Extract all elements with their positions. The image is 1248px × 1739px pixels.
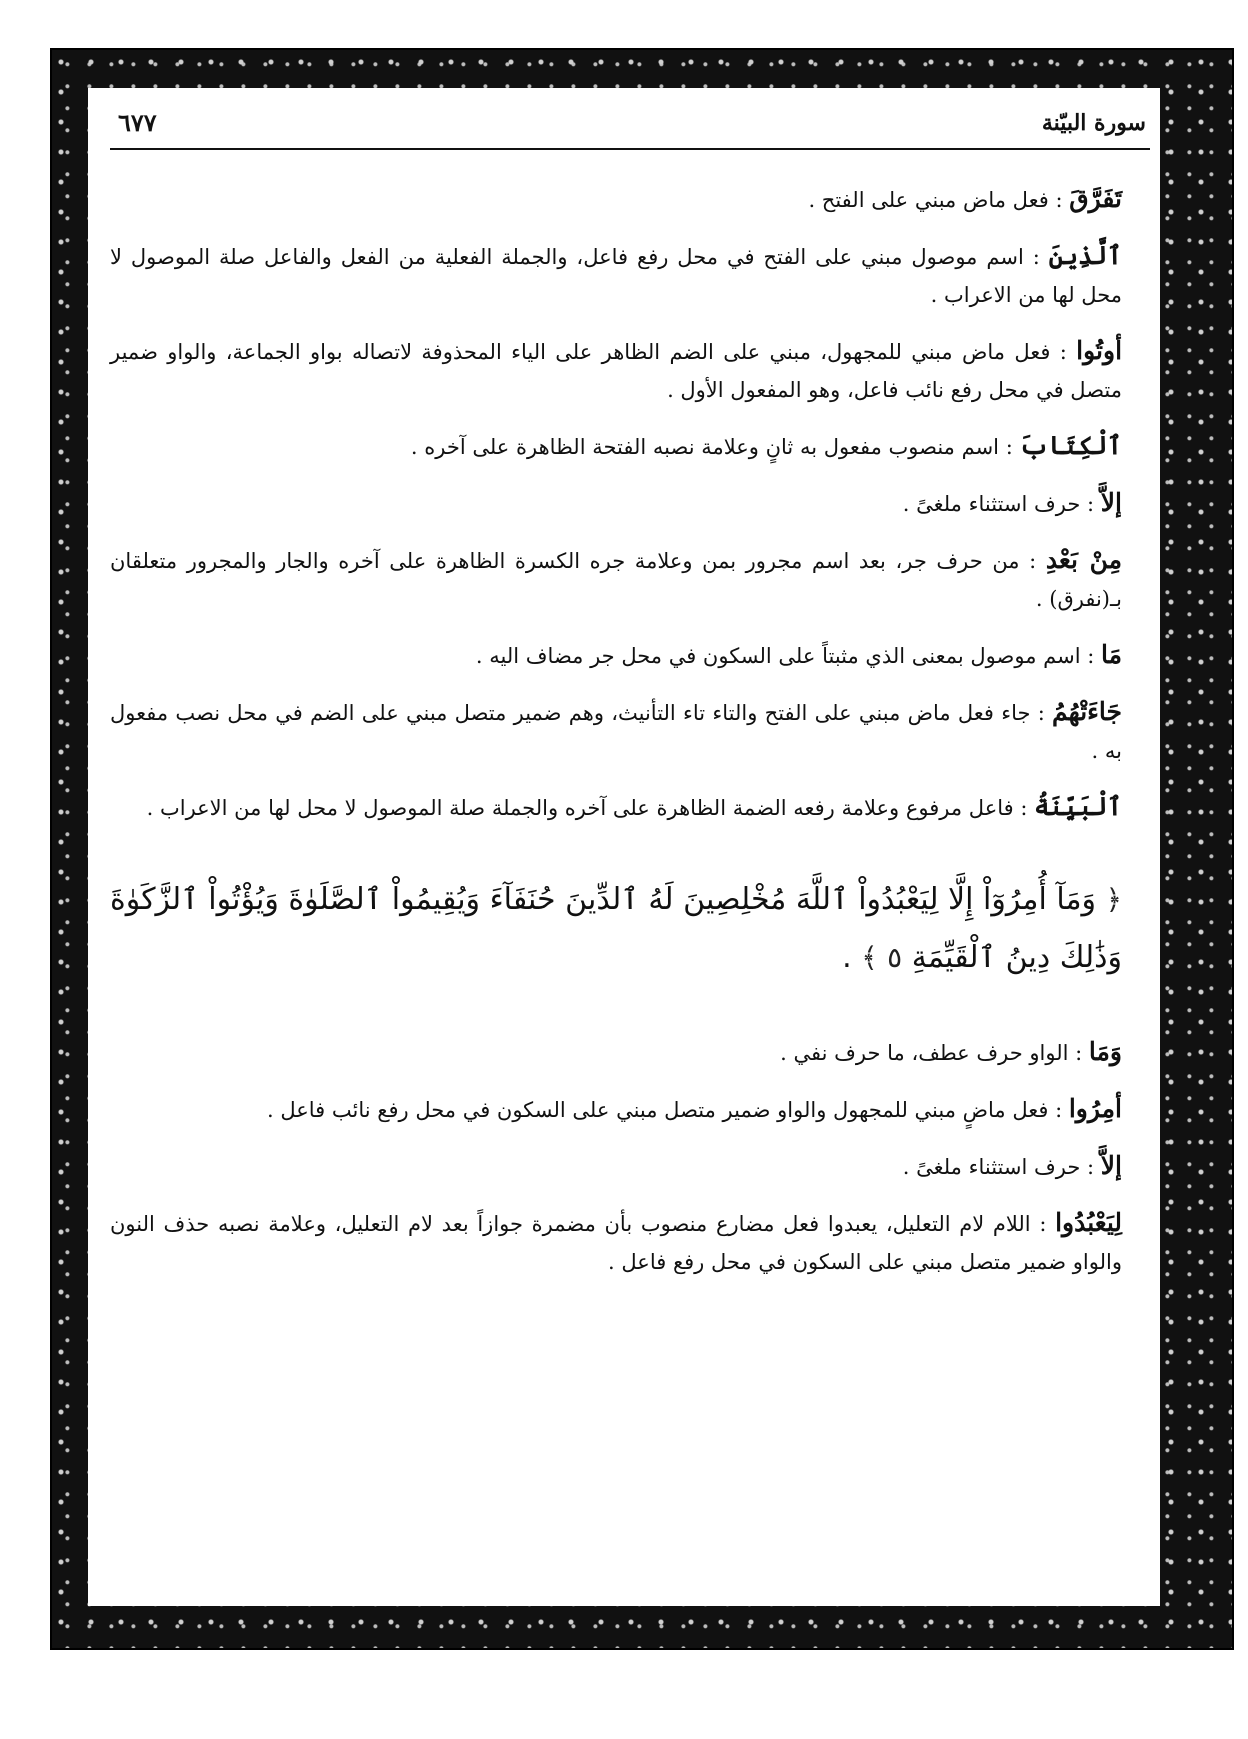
entry-text: فعل ماضٍ مبني للمجهول والواو ضمير متصل مبني على السكون في محل رفع نائب فاعل . xyxy=(267,1098,1049,1122)
verse-text: وَمَآ أُمِرُوٓاْ إِلَّا لِيَعْبُدُواْ ٱللَّهَ مُخْلِصِينَ لَهُ ٱلدِّينَ حُنَفَآءَ وَيُقِيمُواْ ٱلصَّلَوٰةَ وَيُؤْتُواْ ٱلزَّكَوٰةَ وَذَٰلِكَ دِينُ ٱلْقَيِّمَةِ xyxy=(110,882,1122,975)
entry-illa-2: إلاَّ : حرف استثناء ملغىً . xyxy=(902,1151,1122,1180)
verse-open-bracket: ﴿ xyxy=(1105,883,1122,916)
entry-albayyina: ٱلْبَيِّنَةُ : فاعل مرفوع وعلامة رفعه الضمة الظاهرة على آخره والجملة صلة الموصول لا محل لها من الاعراب . xyxy=(146,792,1122,821)
ayah-number: ٥ xyxy=(887,941,903,974)
verse-end-mark: . xyxy=(842,940,852,975)
entry-liyabudu: لِيَعْبُدُوا : اللام لام التعليل، يعبدوا فعل مضارع منصوب بأن مضمرة جوازاً بعد لام التعليل، وعلامة نصبه حذف النون والواو ضمير متصل مبني على السكون في محل رفع فاعل . xyxy=(110,1208,1122,1274)
entry-term: إلاَّ xyxy=(1100,1151,1122,1180)
entry-term: ٱلْكِتَابَ xyxy=(1019,431,1122,460)
entry-min-badi: مِنْ بَعْدِ : من حرف جر، بعد اسم مجرور بمن وعلامة جره الكسرة الظاهرة على آخره والجار والمجرور متعلقان بـ(نفرق) . xyxy=(110,545,1122,611)
surah-title: سورة البيّنة xyxy=(1041,110,1146,136)
entry-term: ٱلَّذِينَ xyxy=(1048,241,1122,270)
entry-text: فعل ماض مبني على الفتح . xyxy=(808,188,1049,212)
entry-term: وَمَا xyxy=(1088,1037,1122,1066)
entry-term: أوتُوا xyxy=(1076,336,1123,365)
entry-text: من حرف جر، بعد اسم مجرور بمن وعلامة جره الكسرة الظاهرة على آخره والجار والمجرور متعلقان بـ(نفرق) . xyxy=(110,549,1122,611)
entry-term: تَفَرَّقَ xyxy=(1069,184,1122,213)
entry-text: اسم منصوب مفعول به ثانٍ وعلامة نصبه الفتحة الظاهرة على آخره . xyxy=(410,435,1000,459)
entry-text: اسم موصول مبني على الفتح في محل رفع فاعل، والجملة الفعلية من الفعل والفاعل صلة الموصول لا محل لها من الاعراب . xyxy=(110,245,1122,307)
entry-jaathum: جَاءَتْهُمُ : جاء فعل ماض مبني على الفتح والتاء تاء التأنيث، وهم ضمير متصل مبني على الضم في محل نصب مفعول به . xyxy=(110,697,1122,763)
entry-illa: إلاَّ : حرف استثناء ملغىً . xyxy=(902,488,1122,517)
entry-term: لِيَعْبُدُوا xyxy=(1055,1208,1122,1237)
entry-tafarraqa: تَفَرَّقَ : فعل ماض مبني على الفتح . xyxy=(808,184,1122,213)
entry-text: حرف استثناء ملغىً . xyxy=(902,1155,1081,1179)
entry-text: حرف استثناء ملغىً . xyxy=(902,492,1081,516)
entry-term: إلاَّ xyxy=(1100,488,1122,517)
verse-close-bracket: ﴾ xyxy=(861,941,878,974)
entry-umiru: أمِرُوا : فعل ماضٍ مبني للمجهول والواو ضمير متصل مبني على السكون في محل رفع نائب فاعل . xyxy=(267,1094,1122,1123)
entry-text: الواو حرف عطف، ما حرف نفي . xyxy=(780,1041,1069,1065)
entry-text: اسم موصول بمعنى الذي مثبتاً على السكون في محل جر مضاف اليه . xyxy=(475,644,1081,668)
entry-text: اللام لام التعليل، يعبدوا فعل مضارع منصوب بأن مضمرة جوازاً بعد لام التعليل، وعلامة نصبه حذف النون والواو ضمير متصل مبني على السكون في محل رفع فاعل . xyxy=(110,1212,1122,1274)
entry-term: أمِرُوا xyxy=(1068,1094,1122,1123)
entry-term: مَا xyxy=(1100,640,1122,669)
quran-verse xyxy=(110,871,1150,987)
entry-text: فاعل مرفوع وعلامة رفعه الضمة الظاهرة على آخره والجملة صلة الموصول لا محل لها من الاعراب . xyxy=(146,796,1014,820)
entry-alladhina: ٱلَّذِينَ : اسم موصول مبني على الفتح في محل رفع فاعل، والجملة الفعلية من الفعل والفاعل صلة الموصول لا محل لها من الاعراب . xyxy=(110,241,1122,307)
entry-term: مِنْ بَعْدِ xyxy=(1045,545,1122,574)
entry-alkitab: ٱلْكِتَابَ : اسم منصوب مفعول به ثانٍ وعلامة نصبه الفتحة الظاهرة على آخره . xyxy=(410,431,1122,460)
entry-term: جَاءَتْهُمُ xyxy=(1052,697,1122,726)
page-header xyxy=(110,100,1150,150)
entry-text: فعل ماض مبني للمجهول، مبني على الضم الظاهر على الياء المحذوفة لاتصاله بواو الجماعة، والواو ضمير متصل في محل رفع نائب فاعل، وهو المفعول الأول . xyxy=(110,340,1122,402)
entry-text: جاء فعل ماض مبني على الفتح والتاء تاء التأنيث، وهم ضمير متصل مبني على الضم في محل نصب مفعول به . xyxy=(110,701,1122,763)
entry-ma: مَا : اسم موصول بمعنى الذي مثبتاً على السكون في محل جر مضاف اليه . xyxy=(475,640,1122,669)
page-number: ٦٧٧ xyxy=(118,108,157,137)
page-content xyxy=(110,180,1150,1299)
entry-utu: أوتُوا : فعل ماض مبني للمجهول، مبني على الضم الظاهر على الياء المحذوفة لاتصاله بواو الجماعة، والواو ضمير متصل في محل رفع نائب فاعل، وهو المفعول الأول . xyxy=(110,336,1123,402)
entry-term: ٱلْبَيِّنَةُ xyxy=(1034,792,1122,821)
entry-wama: وَمَا : الواو حرف عطف، ما حرف نفي . xyxy=(780,1037,1122,1066)
